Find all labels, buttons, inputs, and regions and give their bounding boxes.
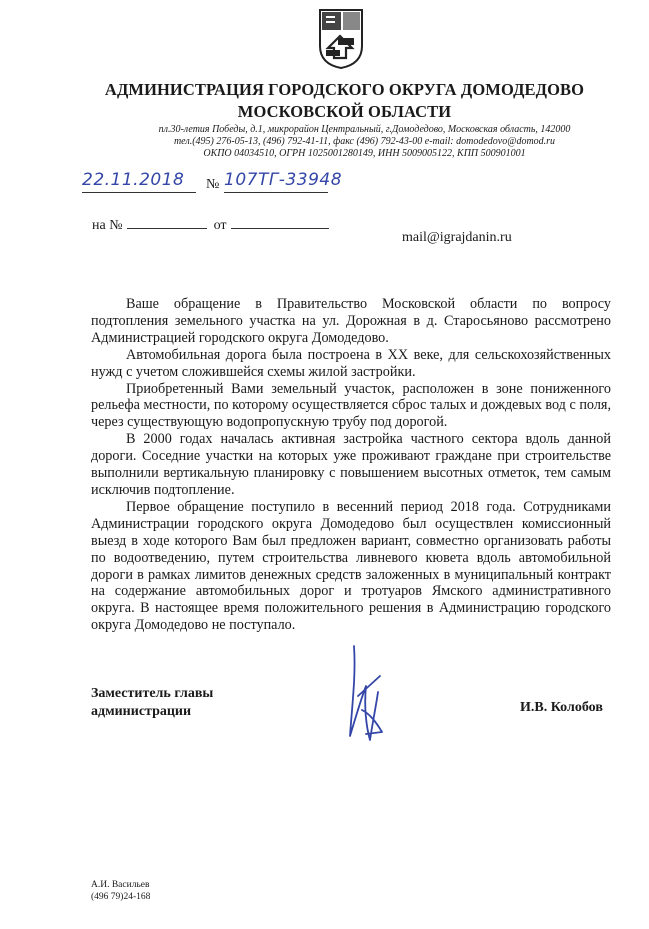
reference-line bbox=[92, 216, 329, 234]
signer-position-line2: администрации bbox=[91, 704, 192, 719]
letter-body bbox=[91, 296, 611, 634]
org-codes: ОКПО 04034510, ОГРН 1025001280149, ИНН 5009005122, КПП 500901001 bbox=[203, 148, 526, 159]
handwritten-signature-icon bbox=[336, 636, 396, 746]
org-name-line2: МОСКОВСКОЙ ОБЛАСТИ bbox=[237, 102, 452, 121]
registration-number-field bbox=[224, 170, 343, 193]
paragraph-1: Ваше обращение в Правительство Московской области по вопросу подтопления земельного участка на ул. Дорожная в д. Старосьяново рассмотрено Администрацией городского округа Домодедово. bbox=[91, 296, 611, 346]
coat-of-arms-icon bbox=[318, 8, 364, 70]
registration-date: 22.11.2018 bbox=[82, 170, 185, 190]
ref-date-blank bbox=[231, 216, 329, 229]
registration-number: 107ТГ-33948 bbox=[224, 170, 343, 190]
paragraph-5: Первое обращение поступило в весенний период 2018 года. Сотрудниками Администрации городского округа Домодедово был осуществлен комиссионный выезд в ходе которого Вам был предложен вариант, совместно организовать работы по водоотведению, путем строительства ливневого кювета вдоль автомобильной дороги в рамках лимитов денежных средств заложенных в муниципальный контракт на содержание автомобильных дорог и тротуаров Ямского административного округа. В настоящее время положительного решения в Администрацию городского округа Домодедово не поступало. bbox=[91, 498, 611, 634]
ref-date-label: от bbox=[213, 218, 227, 233]
signer-position-line1: Заместитель главы bbox=[91, 686, 214, 701]
signer-name: И.В. Колобов bbox=[520, 700, 603, 715]
signer-position bbox=[91, 685, 213, 721]
executor-name: А.И. Васильев bbox=[91, 880, 150, 890]
executor-info bbox=[91, 879, 150, 903]
registration-date-field bbox=[82, 170, 196, 193]
paragraph-4: В 2000 годах началась активная застройка частного сектора вдоль данной дороги. Соседние участки на которых уже проживают граждане при строительстве выполнили вертикальную планировку с повышением высотных отметок, тем самым исключив подтопление. bbox=[91, 431, 611, 498]
ref-number-label: на № bbox=[92, 218, 123, 233]
paragraph-3: Приобретенный Вами земельный участок, расположен в зоне пониженного рельефа местности, по которому осуществляется сброс талых и дождевых вод с поля, через существующую водопропускную трубу под дорогой. bbox=[91, 380, 611, 431]
ref-number-blank bbox=[127, 216, 207, 229]
executor-phone: (496 79)24-168 bbox=[91, 892, 151, 902]
recipient-address: mail@igrajdanin.ru bbox=[402, 230, 512, 245]
registration-number-label: № bbox=[206, 177, 220, 192]
org-address: пл.30-летия Победы, д.1, микрорайон Центральный, г.Домодедово, Московская область, 142000 bbox=[158, 124, 571, 135]
org-contacts: тел.(495) 276-05-13, (496) 792-41-11, факс (496) 792-43-00 e-mail: domodedovo@domod.ru bbox=[173, 136, 556, 147]
paragraph-2: Автомобильная дорога была построена в XX веке, для сельскохозяйственных нужд с учетом сложившейся схемы жилой застройки. bbox=[91, 346, 611, 380]
org-name-line1: АДМИНИСТРАЦИЯ ГОРОДСКОГО ОКРУГА ДОМОДЕДОВО bbox=[104, 80, 585, 99]
